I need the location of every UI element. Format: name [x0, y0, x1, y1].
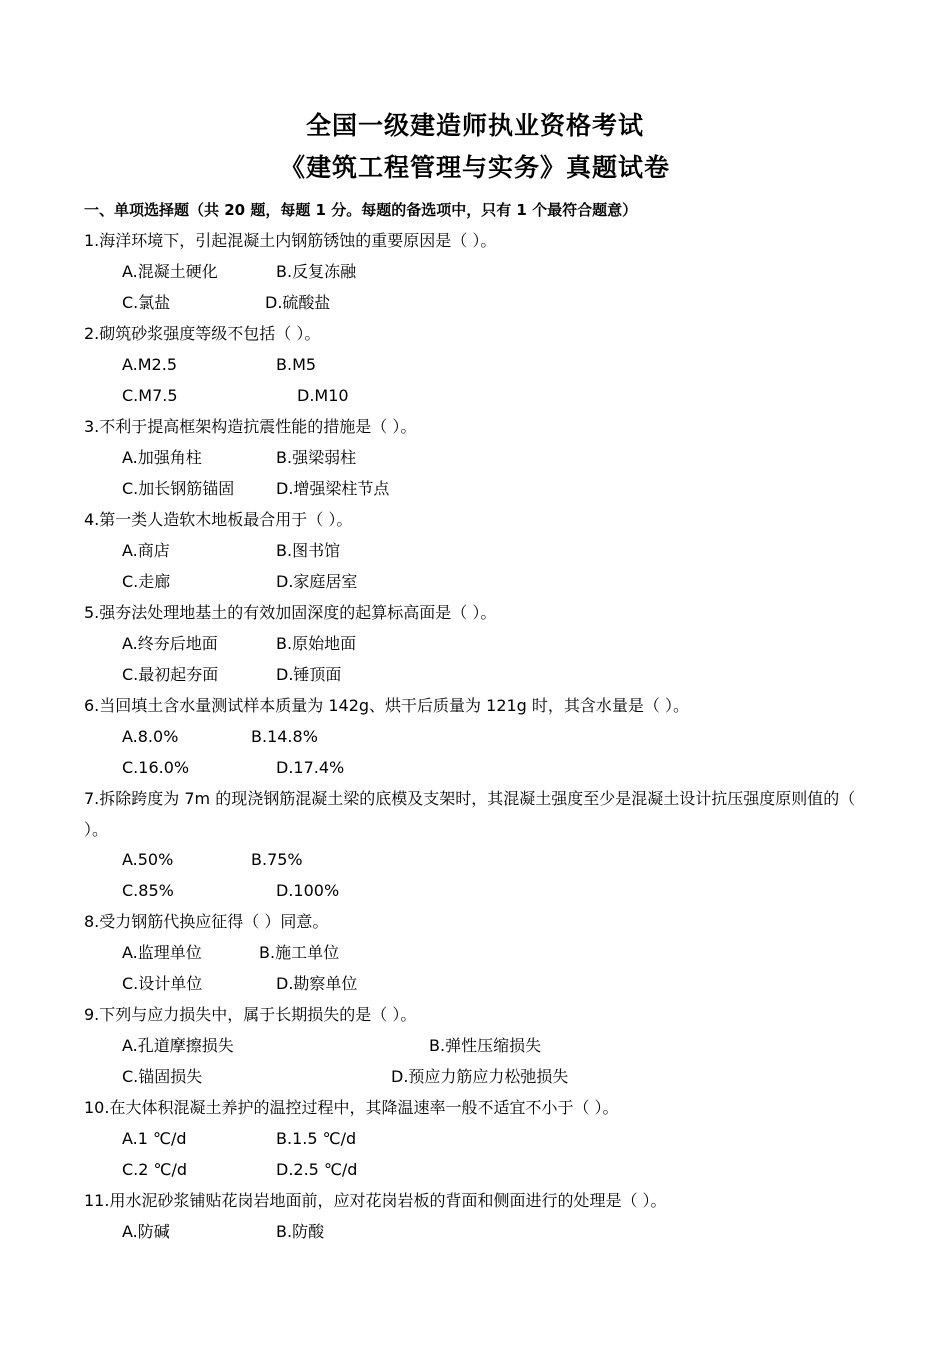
option-b: B.M5 — [276, 355, 317, 374]
option-d: D.100% — [276, 881, 340, 900]
question-stem: 4.第一类人造软木地板最合用于（ ）。 — [84, 510, 353, 529]
option-b: B.原始地面 — [276, 634, 357, 653]
section-header: 一、单项选择题（共 20 题，每题 1 分。每题的备选项中，只有 1 个最符合题意） — [84, 201, 638, 219]
option-a: A.监理单位 — [122, 943, 202, 962]
option-b: B.施工单位 — [259, 943, 340, 962]
question-stem: 3.不利于提高框架构造抗震性能的措施是（ ）。 — [84, 417, 417, 436]
question-stem: 9.下列与应力损失中，属于长期损失的是（ ）。 — [84, 1005, 417, 1024]
option-b: B.防酸 — [276, 1222, 325, 1241]
option-a: A.1 ℃/d — [122, 1129, 187, 1148]
option-c: C.85% — [122, 881, 174, 900]
option-a: A.防碱 — [122, 1222, 170, 1241]
option-b: B.弹性压缩损失 — [429, 1036, 542, 1055]
option-d: D.2.5 ℃/d — [276, 1160, 358, 1179]
option-a: A.50% — [122, 850, 174, 869]
option-c: C.走廊 — [122, 572, 171, 591]
question-stem: 6.当回填土含水量测试样本质量为 142g、烘干后质量为 121g 时，其含水量是（ ）。 — [84, 696, 690, 715]
option-c: C.氯盐 — [122, 293, 171, 312]
question-stem: 8.受力钢筋代换应征得（ ）同意。 — [84, 912, 329, 931]
option-a: A.8.0% — [122, 727, 179, 746]
option-b: B.75% — [251, 850, 303, 869]
option-c: C.设计单位 — [122, 974, 203, 993]
option-a: A.孔道摩擦损失 — [122, 1036, 234, 1055]
question-stem: 10.在大体积混凝土养护的温控过程中，其降温速率一般不适宜不小于（ ）。 — [84, 1098, 619, 1117]
option-d: D.M10 — [297, 386, 349, 405]
option-a: A.M2.5 — [122, 355, 177, 374]
option-c: C.16.0% — [122, 758, 190, 777]
option-c: C.2 ℃/d — [122, 1160, 188, 1179]
question-stem: 2.砌筑砂浆强度等级不包括（ ）。 — [84, 324, 321, 343]
exam-title: 全国一级建造师执业资格考试 — [305, 111, 644, 140]
question-stem: 11.用水泥砂浆铺贴花岗岩地面前，应对花岗岩板的背面和侧面进行的处理是（ ）。 — [84, 1191, 667, 1210]
option-b: B.强梁弱柱 — [276, 448, 357, 467]
option-b: B.14.8% — [251, 727, 318, 746]
option-c: C.加长钢筋锚固 — [122, 479, 235, 498]
option-a: A.商店 — [122, 541, 170, 560]
option-b: B.图书馆 — [276, 541, 341, 560]
question-stem: 1.海洋环境下，引起混凝土内钢筋锈蚀的重要原因是（ ）。 — [84, 231, 497, 250]
question-stem: 5.强夯法处理地基土的有效加固深度的起算标高面是（ ）。 — [84, 603, 497, 622]
option-d: D.预应力筋应力松弛损失 — [391, 1067, 569, 1086]
option-d: D.家庭居室 — [276, 572, 358, 591]
exam-subtitle: 《建筑工程管理与实务》真题试卷 — [279, 153, 670, 182]
option-b: B.1.5 ℃/d — [276, 1129, 357, 1148]
option-d: D.17.4% — [276, 758, 345, 777]
option-a: A.混凝土硬化 — [122, 262, 218, 281]
option-c: C.M7.5 — [122, 386, 178, 405]
option-c: C.锚固损失 — [122, 1067, 203, 1086]
option-d: D.增强梁柱节点 — [276, 479, 390, 498]
option-d: D.勘察单位 — [276, 974, 358, 993]
question-stem: 7.拆除跨度为 7m 的现浇钢筋混凝土梁的底模及支架时，其混凝土强度至少是混凝土设计抗压强度原则值的（ ）。 — [84, 789, 856, 839]
option-d: D.硫酸盐 — [265, 293, 331, 312]
option-b: B.反复冻融 — [276, 262, 357, 281]
option-c: C.最初起夯面 — [122, 665, 219, 684]
option-a: A.终夯后地面 — [122, 634, 218, 653]
option-a: A.加强角柱 — [122, 448, 202, 467]
option-d: D.锤顶面 — [276, 665, 342, 684]
